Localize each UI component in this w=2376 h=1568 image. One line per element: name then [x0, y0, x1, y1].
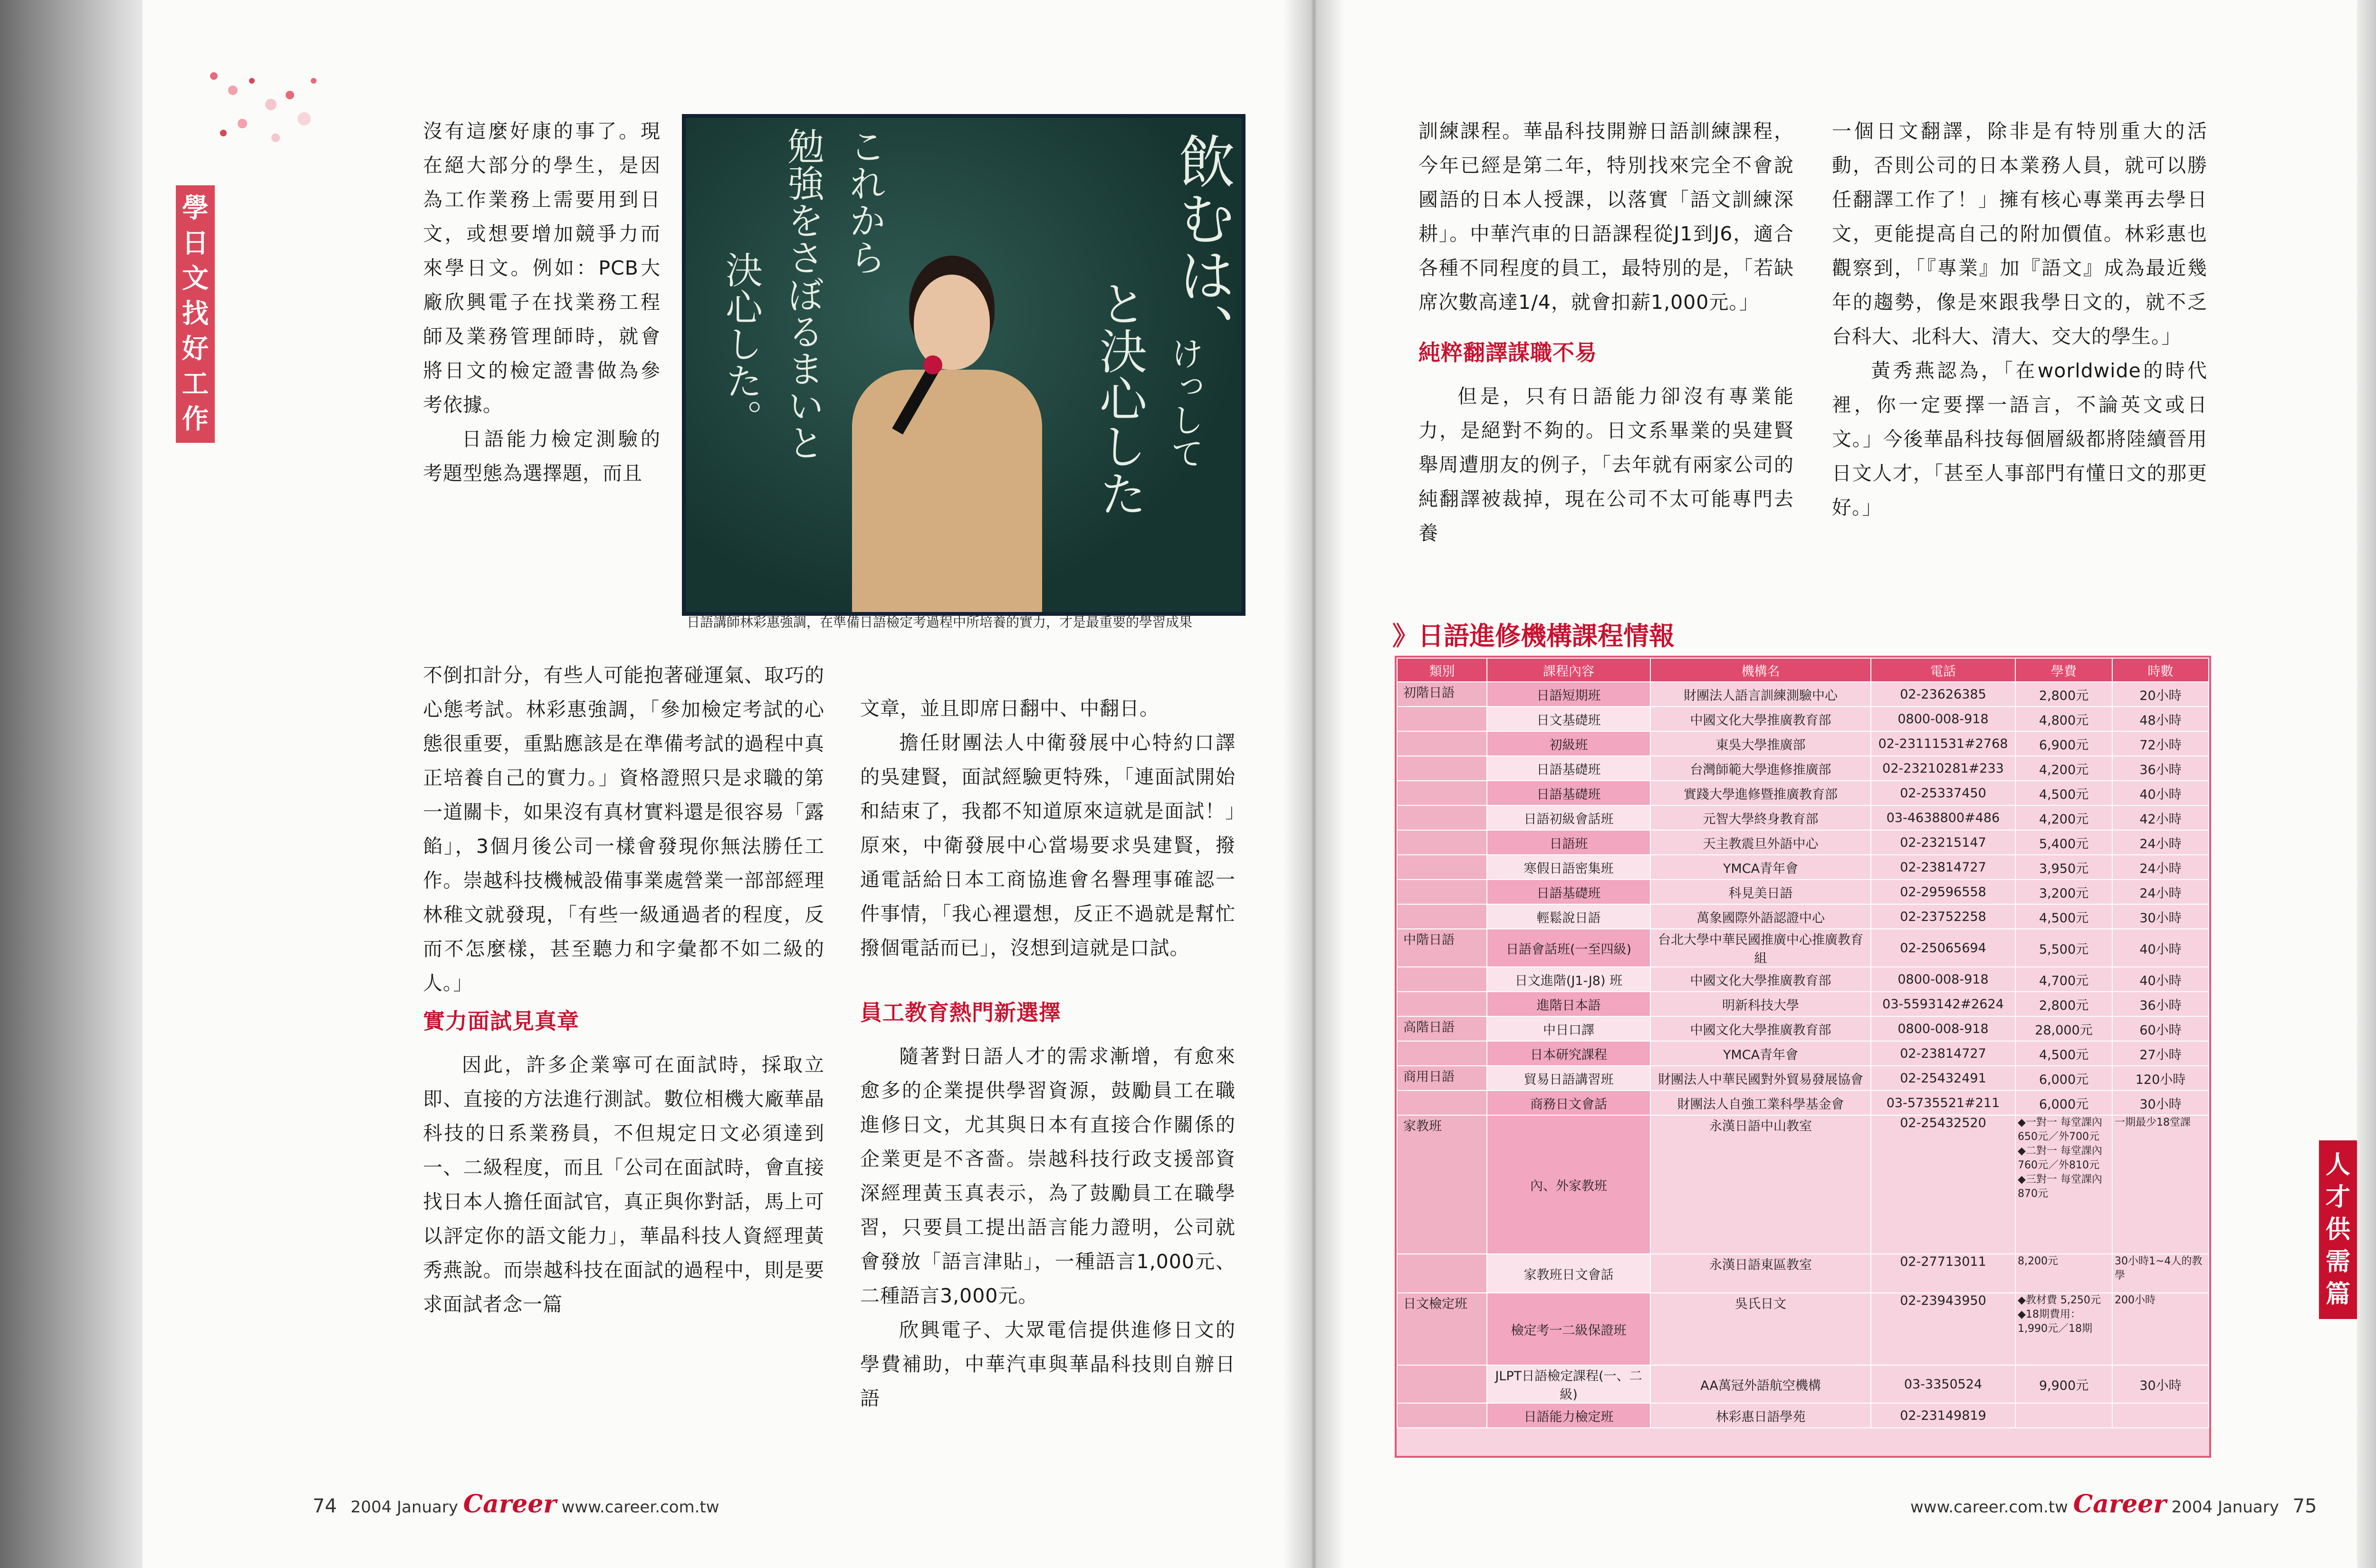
cell-hours	[2112, 1403, 2209, 1428]
cell-course: 日語初級會話班	[1487, 805, 1650, 830]
cell-phone: 03-5593142#2624	[1871, 992, 2015, 1016]
table-row	[1397, 880, 2209, 904]
cell-course: 日文基礎班	[1487, 707, 1650, 731]
cell-org: 台北大學中華民國推廣中心推廣教育組	[1650, 929, 1871, 967]
cell-hours: 36小時	[2112, 756, 2209, 781]
teacher-figure	[843, 275, 1042, 612]
cell-hours: 200小時	[2112, 1293, 2209, 1365]
cell-course: 日語短期班	[1487, 682, 1650, 707]
cell-phone: 02-25065694	[1871, 929, 2015, 967]
course-table-container	[1395, 656, 2211, 1458]
section-heading: 員工教育熱門新選擇	[860, 1000, 1061, 1025]
table-row	[1397, 904, 2209, 929]
section-tab-right: 人才供需篇	[2319, 1140, 2357, 1319]
cell-org: 台灣師範大學進修推廣部	[1650, 756, 1871, 781]
cell-org: 科見美日語	[1650, 880, 1871, 904]
cell-course: 家教班日文會話	[1487, 1254, 1650, 1293]
issue-date: 2004 January	[2171, 1498, 2279, 1517]
section-tab: 學日文找好工作	[176, 185, 215, 443]
issue-date: 2004 January	[350, 1498, 458, 1517]
cell-course: 中日口譯	[1487, 1016, 1650, 1041]
cell-phone: 02-23814727	[1871, 855, 2015, 880]
cell-course: 日文進階(J1-J8) 班	[1487, 967, 1650, 992]
cell-org: 東吳大學推廣部	[1650, 731, 1871, 756]
cell-category	[1397, 781, 1487, 805]
cell-phone: 02-23149819	[1871, 1403, 2015, 1428]
magazine-logo: Career	[2073, 1490, 2166, 1519]
cell-fee: 4,200元	[2015, 756, 2112, 781]
cell-org: 元智大學終身教育部	[1650, 805, 1871, 830]
cell-hours: 40小時	[2112, 781, 2209, 805]
cell-fee: 2,800元	[2015, 992, 2112, 1016]
cell-phone: 02-23626385	[1871, 682, 2015, 707]
decorative-flower-dots	[195, 62, 333, 157]
paragraph: 但是，只有日語能力卻沒有專業能力，是絕對不夠的。日文系畢業的吳建賢舉周遭朋友的例子，「去年就有兩家公司的純翻譯被裁掉，現在公司不太可能專門去養	[1418, 385, 1794, 545]
chalk-text: 飲むは、	[1169, 132, 1235, 360]
cell-course: 商務日文會話	[1487, 1090, 1650, 1115]
table-row	[1397, 756, 2209, 781]
table-row	[1397, 1041, 2209, 1066]
cell-hours: 24小時	[2112, 855, 2209, 880]
chalk-text: けっして	[1165, 336, 1204, 469]
cell-fee: 5,500元	[2015, 929, 2112, 967]
cell-category: 初階日語	[1397, 682, 1487, 707]
cell-category: 中階日語	[1397, 929, 1487, 967]
table-row	[1397, 781, 2209, 805]
cell-org: 中國文化大學推廣教育部	[1650, 707, 1871, 731]
table-row	[1397, 992, 2209, 1016]
cell-hours: 40小時	[2112, 929, 2209, 967]
paragraph: 沒有這麼好康的事了。現在絕大部分的學生，是因為工作業務上需要用到日文，或想要增加競爭力而來學日文。例如：PCB大廠欣興電子在找業務工程師及業務管理師時，就會將日文的檢定證書做為參考依據。	[423, 120, 661, 416]
left-column-1-bottom	[423, 658, 824, 1321]
cell-course: 日語基礎班	[1487, 880, 1650, 904]
cell-category	[1397, 756, 1487, 781]
right-column-1	[1418, 114, 1794, 550]
cell-category	[1397, 1365, 1487, 1403]
cell-org: 萬象國際外語認證中心	[1650, 904, 1871, 929]
cell-phone: 02-27713011	[1871, 1254, 2015, 1293]
cell-org: YMCA青年會	[1650, 1041, 1871, 1066]
chalk-text: 決心した。	[719, 251, 762, 436]
paragraph: 日語能力檢定測驗的考題型態為選擇題，而且	[423, 428, 661, 485]
cell-phone: 02-23111531#2768	[1871, 731, 2015, 756]
cell-course: 內、外家教班	[1487, 1115, 1650, 1254]
paragraph: 隨著對日語人才的需求漸增，有愈來愈多的企業提供學習資源，鼓勵員工在職進修日文，尤其與日本有直接合作關係的企業更是不吝嗇。崇越科技行政支援部資深經理黃玉真表示，為了鼓勵員工在職學習，只要員工提出語言能力證明，公司就會發放「語言津貼」，一種語言1,000元、二種語言3,000元。	[860, 1045, 1236, 1307]
cell-category	[1397, 830, 1487, 855]
table-row	[1397, 1254, 2209, 1293]
cell-fee: ◆一對一 每堂課內650元／外700元 ◆二對一 每堂課內760元／外810元 ◆三對一 每堂課內870元	[2015, 1115, 2112, 1254]
cell-hours: 72小時	[2112, 731, 2209, 756]
folio-right	[1910, 1490, 2326, 1519]
cell-hours: 一期最少18堂課	[2112, 1115, 2209, 1254]
cell-fee: 4,500元	[2015, 1041, 2112, 1066]
cell-phone: 02-23752258	[1871, 904, 2015, 929]
page-edge-left	[0, 0, 143, 1568]
cell-fee: 4,200元	[2015, 805, 2112, 830]
book-gutter	[1283, 0, 1345, 1568]
cell-phone: 02-23210281#233	[1871, 756, 2015, 781]
left-column-1-top	[423, 114, 661, 490]
cell-phone: 03-4638800#486	[1871, 805, 2015, 830]
cell-hours: 60小時	[2112, 1016, 2209, 1041]
page-edge-right	[2357, 0, 2376, 1568]
cell-fee: ◆教材費 5,250元 ◆18期費用：1,990元／18期	[2015, 1293, 2112, 1365]
cell-category	[1397, 880, 1487, 904]
cell-phone: 03-5735521#211	[1871, 1090, 2015, 1115]
table-row	[1397, 1293, 2209, 1365]
cell-category: 日文檢定班	[1397, 1293, 1487, 1365]
table-row	[1397, 1016, 2209, 1041]
cell-category	[1397, 1090, 1487, 1115]
right-column-2	[1832, 114, 2207, 525]
cell-phone: 0800-008-918	[1871, 967, 2015, 992]
cell-phone: 0800-008-918	[1871, 707, 2015, 731]
cell-fee: 3,200元	[2015, 880, 2112, 904]
cell-course: 貿易日語講習班	[1487, 1066, 1650, 1090]
cell-phone: 02-25432491	[1871, 1066, 2015, 1090]
cell-fee: 2,800元	[2015, 682, 2112, 707]
cell-category	[1397, 855, 1487, 880]
table-row	[1397, 1403, 2209, 1428]
chalk-text: 勉強をさぼるまいと	[781, 127, 824, 461]
cell-phone: 03-3350524	[1871, 1365, 2015, 1403]
cell-hours: 30小時1~4人的教學	[2112, 1254, 2209, 1293]
cell-phone: 02-23215147	[1871, 830, 2015, 855]
table-row	[1397, 1365, 2209, 1403]
cell-org: 明新科技大學	[1650, 992, 1871, 1016]
folio-left	[304, 1490, 719, 1519]
cell-hours: 48小時	[2112, 707, 2209, 731]
cell-course: 初級班	[1487, 731, 1650, 756]
cell-org: 財團法人語言訓練測驗中心	[1650, 682, 1871, 707]
cell-org: 中國文化大學推廣教育部	[1650, 1016, 1871, 1041]
paragraph: 訓練課程。華晶科技開辦日語訓練課程，今年已經是第二年，特別找來完全不會說國語的日本人授課，以落實「語文訓練深耕」。中華汽車的日語課程從J1到J6，適合各種不同程度的員工，最特別的是，「若缺席次數高達1/4，就會扣薪1,000元。」	[1418, 120, 1794, 314]
paragraph: 不倒扣計分，有些人可能抱著碰運氣、取巧的心態考試。林彩惠強調，「參加檢定考試的心態很重要，重點應該是在準備考試的過程中真正培養自己的實力。」資格證照只是求職的第一道關卡，如果沒有真材實料還是很容易「露餡」，3個月後公司一樣會發現你無法勝任工作。崇越科技機械設備事業處營業一部部經理林稚文就發現，「有些一級通過者的程度，反而不怎麼樣，甚至聽力和字彙都不如二級的人。」	[423, 664, 824, 994]
paragraph: 文章，並且即席日翻中、中翻日。	[860, 697, 1159, 720]
cell-org: 中國文化大學推廣教育部	[1650, 967, 1871, 992]
cell-category	[1397, 1403, 1487, 1428]
header-fee: 學費	[2015, 658, 2112, 682]
paragraph: 欣興電子、大眾電信提供進修日文的學費補助，中華汽車與華晶科技則自辦日語	[860, 1319, 1236, 1410]
page-number: 75	[2292, 1495, 2317, 1517]
chalk-text: と決心した	[1092, 279, 1147, 517]
cell-hours: 20小時	[2112, 682, 2209, 707]
paragraph: 一個日文翻譯，除非是有特別重大的活動，否則公司的日本業務人員，就可以勝任翻譯工作了！」擁有核心專業再去學日文，更能提高自己的附加價值。林彩惠也觀察到，「『專業』加『語文』成為最近幾年的趨勢，像是來跟我學日文的，就不乏台科大、北科大、清大、交大的學生。」	[1832, 120, 2207, 348]
cell-course: 日語能力檢定班	[1487, 1403, 1650, 1428]
table-row	[1397, 830, 2209, 855]
cell-hours: 42小時	[2112, 805, 2209, 830]
cell-category	[1397, 967, 1487, 992]
cell-category: 家教班	[1397, 1115, 1487, 1254]
table-row	[1397, 731, 2209, 756]
cell-course: 輕鬆說日語	[1487, 904, 1650, 929]
cell-category	[1397, 731, 1487, 756]
cell-fee: 4,800元	[2015, 707, 2112, 731]
cell-category	[1397, 1041, 1487, 1066]
paragraph: 黃秀燕認為，「在worldwide的時代裡，你一定要擇一語言，不論英文或日文。」今後華晶科技每個層級都將陸續晉用日文人才，「甚至人事部門有懂日文的那更好。」	[1832, 359, 2207, 519]
page-number: 74	[313, 1495, 337, 1517]
cell-course: 日語會話班(一至四級)	[1487, 929, 1650, 967]
table-row	[1397, 1115, 2209, 1254]
website-url: www.career.com.tw	[561, 1498, 719, 1517]
cell-org: 財團法人中華民國對外貿易發展協會	[1650, 1066, 1871, 1090]
cell-fee: 5,400元	[2015, 830, 2112, 855]
cell-fee: 8,200元	[2015, 1254, 2112, 1293]
table-row	[1397, 929, 2209, 967]
website-url: www.career.com.tw	[1910, 1498, 2068, 1517]
cell-phone: 0800-008-918	[1871, 1016, 2015, 1041]
table-row	[1397, 855, 2209, 880]
table-row	[1397, 1066, 2209, 1090]
cell-phone: 02-23943950	[1871, 1293, 2015, 1365]
cell-category	[1397, 904, 1487, 929]
chalk-text: これから	[843, 127, 886, 276]
cell-hours: 27小時	[2112, 1041, 2209, 1066]
cell-org: 吳氏日文	[1650, 1293, 1871, 1365]
paragraph: 擔任財團法人中衛發展中心特約口譯的吳建賢，面試經驗更特殊，「連面試開始和結束了，我都不知道原來這就是面試！」原來，中衛發展中心當場要求吳建賢，撥通電話給日本工商協進會名譽理事確認一件事情，「我心裡還想，反正不過就是幫忙撥個電話而已」，沒想到這就是口試。	[860, 731, 1236, 959]
cell-category	[1397, 805, 1487, 830]
teacher-photo	[682, 114, 1245, 616]
cell-fee: 3,950元	[2015, 855, 2112, 880]
cell-category	[1397, 1254, 1487, 1293]
cell-hours: 30小時	[2112, 1090, 2209, 1115]
cell-org: YMCA青年會	[1650, 855, 1871, 880]
photo-caption: 日語講師林彩惠強調，在準備日語檢定考過程中所培養的實力，才是最重要的學習成果	[687, 614, 1193, 630]
table-row	[1397, 967, 2209, 992]
course-table	[1397, 658, 2209, 1428]
cell-org: 林彩惠日語學苑	[1650, 1403, 1871, 1428]
cell-org: 永漢日語東區教室	[1650, 1254, 1871, 1293]
header-org: 機構名	[1650, 658, 1871, 682]
cell-fee: 4,700元	[2015, 967, 2112, 992]
cell-fee: 28,000元	[2015, 1016, 2112, 1041]
cell-fee: 6,000元	[2015, 1090, 2112, 1115]
cell-course: 日本研究課程	[1487, 1041, 1650, 1066]
paragraph: 因此，許多企業寧可在面試時，採取立即、直接的方法進行測試。數位相機大廠華晶科技的日系業務員，不但規定日文必須達到一、二級程度，而且「公司在面試時，會直接找日本人擔任面試官，真正與你對話，馬上可以評定你的語文能力」，華晶科技人資經理黃秀燕說。而崇越科技在面試的過程中，則是要求面試者念一篇	[423, 1053, 824, 1316]
cell-hours: 120小時	[2112, 1066, 2209, 1090]
cell-phone: 02-29596558	[1871, 880, 2015, 904]
cell-course: 日語基礎班	[1487, 756, 1650, 781]
cell-hours: 36小時	[2112, 992, 2209, 1016]
cell-fee: 6,900元	[2015, 731, 2112, 756]
cell-fee: 6,000元	[2015, 1066, 2112, 1090]
cell-course: 寒假日語密集班	[1487, 855, 1650, 880]
header-course: 課程內容	[1487, 658, 1650, 682]
left-column-2	[860, 691, 1236, 1415]
table-row	[1397, 707, 2209, 731]
cell-org: 財團法人自強工業科學基金會	[1650, 1090, 1871, 1115]
cell-course: 進階日本語	[1487, 992, 1650, 1016]
header-phone: 電話	[1871, 658, 2015, 682]
cell-fee: 9,900元	[2015, 1365, 2112, 1403]
cell-hours: 30小時	[2112, 1365, 2209, 1403]
cell-org: 天主教震旦外語中心	[1650, 830, 1871, 855]
cell-course: 日語班	[1487, 830, 1650, 855]
header-category: 類別	[1397, 658, 1487, 682]
cell-category: 商用日語	[1397, 1066, 1487, 1090]
cell-course: 日語基礎班	[1487, 781, 1650, 805]
cell-org: 實踐大學進修暨推廣教育部	[1650, 781, 1871, 805]
cell-org: AA萬冠外語航空機構	[1650, 1365, 1871, 1403]
cell-fee	[2015, 1403, 2112, 1428]
cell-phone: 02-25432520	[1871, 1115, 2015, 1254]
cell-category	[1397, 707, 1487, 731]
cell-hours: 30小時	[2112, 904, 2209, 929]
cell-course: JLPT日語檢定課程(一、二級)	[1487, 1365, 1650, 1403]
cell-fee: 4,500元	[2015, 781, 2112, 805]
section-heading: 純粹翻譯謀職不易	[1418, 340, 1597, 365]
cell-category: 高階日語	[1397, 1016, 1487, 1041]
table-row	[1397, 1090, 2209, 1115]
cell-course: 檢定考一二級保證班	[1487, 1293, 1650, 1365]
table-row	[1397, 682, 2209, 707]
cell-hours: 24小時	[2112, 830, 2209, 855]
table-title: 》日語進修機構課程情報	[1392, 621, 1675, 651]
cell-fee: 4,500元	[2015, 904, 2112, 929]
cell-hours: 24小時	[2112, 880, 2209, 904]
table-row	[1397, 805, 2209, 830]
cell-hours: 40小時	[2112, 967, 2209, 992]
section-heading: 實力面試見真章	[423, 1008, 579, 1034]
table-header-row	[1397, 658, 2209, 682]
cell-phone: 02-25337450	[1871, 781, 2015, 805]
cell-org: 永漢日語中山教室	[1650, 1115, 1871, 1254]
header-hours: 時數	[2112, 658, 2209, 682]
cell-phone: 02-23814727	[1871, 1041, 2015, 1066]
magazine-logo: Career	[463, 1490, 556, 1519]
cell-category	[1397, 992, 1487, 1016]
